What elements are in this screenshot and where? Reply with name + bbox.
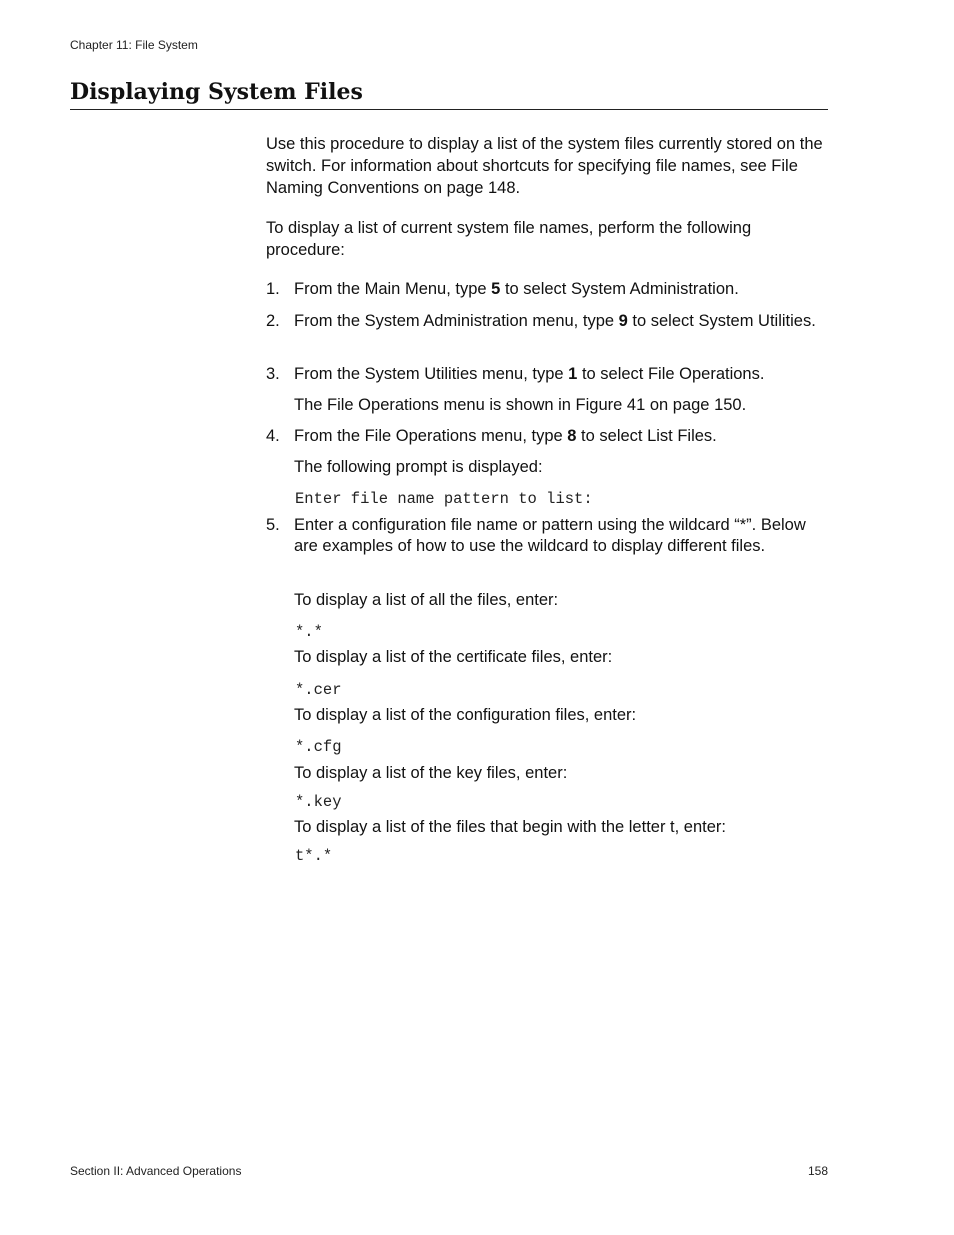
menu-key: 9 <box>618 312 628 330</box>
step-text-part: From the File Operations menu, type <box>294 427 568 445</box>
step-number: 1. <box>266 280 280 298</box>
footer-section: Section II: Advanced Operations <box>70 1164 242 1178</box>
page-number: 158 <box>807 1164 828 1178</box>
step-text-part: From the System Utilities menu, type <box>294 365 569 383</box>
running-header: Chapter 11: File System <box>70 38 198 52</box>
step-text-part: to select System Utilities. <box>627 312 816 330</box>
example-description: To display a list of the files that begin with the letter t, enter: <box>294 818 726 836</box>
step-number: 2. <box>266 312 280 330</box>
procedure-step <box>266 311 828 332</box>
step-note: The File Operations menu is shown in Figure 41 on page 150. <box>294 396 747 414</box>
example-code: t*.* <box>295 847 333 865</box>
step-text-part: From the System Administration menu, type <box>294 312 619 330</box>
menu-key: 1 <box>568 365 578 383</box>
step-text-part: From the Main Menu, type <box>294 280 492 298</box>
example-description: To display a list of the configuration files, enter: <box>294 706 637 724</box>
menu-key: 8 <box>567 427 577 445</box>
step-text <box>294 426 828 447</box>
step-text-part: to select List Files. <box>576 427 717 445</box>
prompt-code: Enter file name pattern to list: <box>295 490 593 508</box>
step-text: Enter a configuration file name or pattern using the wildcard “*”. Below are examples of how to use the wildcard to display different files. <box>294 516 806 555</box>
step-text-part: to select File Operations. <box>577 365 765 383</box>
procedure-step <box>266 515 828 557</box>
intro-paragraph: To display a list of current system file names, perform the following procedure: <box>266 219 752 259</box>
step-note: The following prompt is displayed: <box>294 458 543 476</box>
example-code: *.* <box>295 623 323 641</box>
step-number: 5. <box>266 516 280 534</box>
example-code: *.cfg <box>295 738 342 756</box>
example-description: To display a list of all the files, enter: <box>294 591 559 609</box>
step-number: 3. <box>266 365 280 383</box>
example-description: To display a list of the key files, enter: <box>294 764 568 782</box>
example-code: *.cer <box>295 681 342 699</box>
section-title: Displaying System Files <box>70 78 828 110</box>
step-text-part: to select System Administration. <box>500 280 739 298</box>
step-text <box>294 279 828 300</box>
procedure-step <box>266 364 828 385</box>
procedure-step <box>266 426 828 447</box>
step-text <box>294 364 828 385</box>
step-text <box>294 311 828 332</box>
example-code: *.key <box>295 793 342 811</box>
procedure-step <box>266 279 828 300</box>
step-number: 4. <box>266 427 280 445</box>
menu-key: 5 <box>491 280 501 298</box>
example-description: To display a list of the certificate files, enter: <box>294 648 613 666</box>
intro-paragraph: Use this procedure to display a list of the system files currently stored on the switch. For information about shortcuts for specifying file names, see File Naming Conventions on page 148. <box>266 135 823 197</box>
